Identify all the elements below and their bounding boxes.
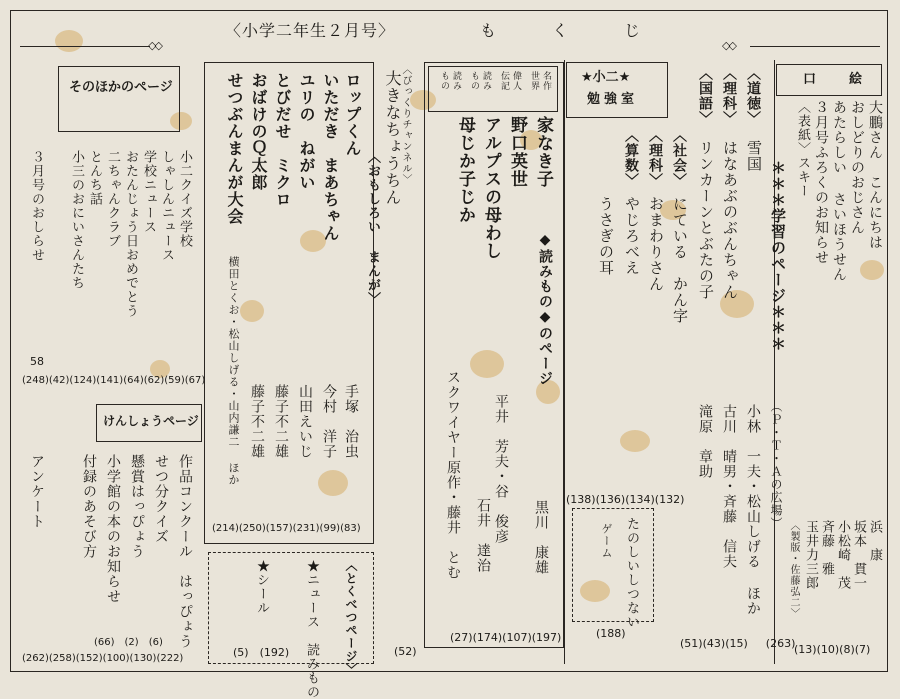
diamond-ornament-left: ◇◇: [148, 39, 161, 52]
study-subject: 〈理科〉: [647, 128, 663, 188]
study-author: 小林 一夫・松山しげる ほか: [745, 404, 761, 616]
diamond-ornament-right: ◇◇: [722, 39, 735, 52]
study-page-heading: ＊＊＊学習のページ＊＊＊: [769, 160, 787, 352]
reading-page-numbers: (27)(174)(107)(197): [450, 631, 562, 644]
study-label-top: ★小二★: [581, 70, 631, 85]
reading-tag: 伝記: [499, 71, 509, 91]
study-label-bottom: 勉強室: [587, 92, 639, 107]
reading-tags-box: [428, 66, 558, 112]
manga-lead-page: (52): [394, 645, 417, 658]
kuchie-item: 〈表紙〉スキー: [795, 100, 810, 198]
reading-item-title: 母じか子じか: [455, 116, 475, 224]
reading-author: 黒川 康雄: [533, 500, 549, 575]
games-subtitle: ゲーム: [600, 523, 613, 559]
reading-tag: 偉人: [511, 71, 521, 91]
kensho-item: 懸賞はっぴょう: [129, 454, 145, 559]
games-box: [572, 508, 654, 629]
kuchie-label: 口 絵: [803, 72, 873, 87]
reading-tag: 名作: [541, 71, 551, 91]
other-label: そのほかのページ: [69, 80, 173, 95]
reading-author: 石井 達治: [475, 498, 491, 573]
manga-title: ロップくん: [343, 72, 362, 157]
reading-label: ◆読みもの◆のページ: [537, 232, 553, 386]
reading-tag: 読み: [481, 71, 491, 91]
reading-tag: 読み: [451, 71, 461, 91]
manga-author: 藤子不二雄: [273, 384, 289, 459]
kuchie-author: 斉藤 雅: [819, 520, 834, 576]
games-page-number: (188): [596, 627, 626, 640]
manga-author: 今村 洋子: [321, 384, 337, 459]
manga-label: 〈おもしろい まんが〉: [365, 150, 380, 306]
kuchie-page-numbers: (13)(10)(8)(7): [794, 643, 871, 656]
reading-author: スクワイヤー原作・藤井 とむ: [445, 370, 461, 580]
kensho-item: 付録のあそび方: [81, 454, 97, 559]
kensho-item: 作品コンクール はっぴょう: [177, 454, 193, 649]
study-item: うさぎの耳: [597, 196, 615, 276]
manga-title: とびだせ ミクロ: [273, 72, 292, 208]
reading-item-title: アルプスの母わし: [481, 116, 501, 260]
other-item: 二ちゃんクラブ: [105, 150, 120, 248]
kensho-item: 小学館の本のお知らせ: [105, 454, 121, 604]
manga-title: いただき まあちゃん: [321, 72, 340, 242]
study-subject: 〈理科〉: [721, 66, 737, 126]
other-page-numbers: (248)(42)(124)(141)(64)(62)(59)(67): [22, 375, 206, 386]
tokubetsu-item: ★シール: [254, 559, 269, 615]
study-subject: 〈国語〉: [697, 66, 713, 126]
study-subject: 〈算数〉: [623, 128, 639, 188]
other-item: 小二クイズ学校: [177, 150, 192, 248]
other-item: おたんじょう日おめでとう: [123, 150, 138, 318]
manga-title: せつぶんまんが大会: [225, 72, 244, 225]
study-item: 雪国: [745, 140, 763, 172]
study-item: はなあぶのぶんちゃん: [721, 140, 739, 300]
reading-tag: もの: [469, 71, 479, 91]
kensho-page-numbers: (262)(258)(152)(100)(130)(222): [22, 653, 184, 664]
manga-sublabel: 〈びっくりチャンネル〉: [400, 64, 411, 185]
manga-author: 横田とくお・松山しげる・山内謙二 ほか: [227, 256, 240, 486]
manga-author: 手塚 治虫: [343, 384, 359, 459]
other-page-number-top: 58: [30, 355, 44, 368]
issue-label: 〈小学二年生２月号〉: [225, 21, 396, 40]
manga-lead-title: 大きなちょうちん: [383, 70, 402, 206]
reading-item-title: 野口英世: [507, 116, 527, 188]
other-item: 小三のおにいさんたち: [69, 150, 84, 290]
other-label-box: [58, 66, 180, 132]
study-page-numbers-upper: (138)(136)(134)(132): [566, 493, 685, 506]
tokubetsu-page-numbers: (5) (192): [233, 646, 290, 659]
kuchie-item: 大鵬さん こんにちは: [867, 100, 883, 250]
kensho-page-numbers-top: (66) (2) (6): [94, 637, 163, 648]
tokubetsu-box: [208, 552, 374, 699]
reading-tag: 世界: [529, 71, 539, 91]
other-item: しゃしんニュース: [159, 150, 174, 262]
reading-tag: もの: [439, 71, 449, 91]
kuchie-author: 玉井力三郎: [803, 520, 818, 590]
study-subject: 〈道徳〉: [745, 66, 761, 126]
reading-author: 平井 芳夫・谷 俊彦: [493, 394, 509, 544]
manga-author: 山田えいじ: [297, 384, 313, 459]
kuchie-author: 小松崎 茂: [835, 520, 850, 590]
study-subject: 〈社会〉: [671, 128, 687, 188]
kuchie-author: 坂本 貫一: [851, 520, 866, 590]
other-item: とんち話: [87, 150, 102, 206]
other-item: ３月号のおしらせ: [29, 150, 44, 262]
study-author: 滝原 章助: [697, 404, 713, 479]
kensho-item: せつ分クイズ: [153, 454, 169, 544]
manga-author: 藤子不二雄: [249, 384, 265, 459]
study-author: 古川 晴男・斉藤 信夫: [721, 404, 737, 569]
study-label-box: [566, 62, 668, 118]
kuchie-label-box: [776, 64, 882, 96]
kuchie-author: 浜 康: [867, 520, 882, 562]
kuchie-author: 〈製版・佐藤弘二〉: [788, 520, 799, 619]
kuchie-item: ３月号ふろくのお知らせ: [813, 100, 829, 265]
games-title: たのしいしつない: [624, 517, 639, 629]
kensho-label: けんしょうページ: [103, 414, 199, 428]
page-title: も く じ: [480, 21, 661, 40]
study-page-numbers-lower: (51)(43)(15) (263): [680, 637, 796, 650]
study-item: リンカーンとぶたの子: [697, 140, 715, 300]
study-item: おまわりさん: [647, 196, 665, 292]
pta-label: （Ｐ・Ｔ・Ａの広場）: [769, 400, 783, 530]
study-item: にている かん字: [671, 196, 689, 324]
reading-item-title: 家なき子: [533, 116, 553, 188]
manga-title: おばけのＱ太郎: [249, 72, 268, 191]
kensho-item: アンケート: [29, 454, 45, 529]
tokubetsu-label: 〈とくべつページ〉: [344, 559, 358, 676]
tokubetsu-item: ★ニュース 読みもの: [304, 559, 319, 699]
kensho-label-box: [96, 404, 202, 442]
kuchie-item: おしどりのおじさん: [849, 100, 865, 235]
kuchie-item: あたらしい さいほうせん: [831, 100, 847, 282]
study-item: やじろべえ: [623, 196, 641, 276]
manga-page-numbers: (214)(250)(157)(231)(99)(83): [212, 523, 361, 534]
other-item: 学校ニュース: [141, 150, 156, 234]
manga-title: ユリの ねがい: [297, 72, 316, 191]
